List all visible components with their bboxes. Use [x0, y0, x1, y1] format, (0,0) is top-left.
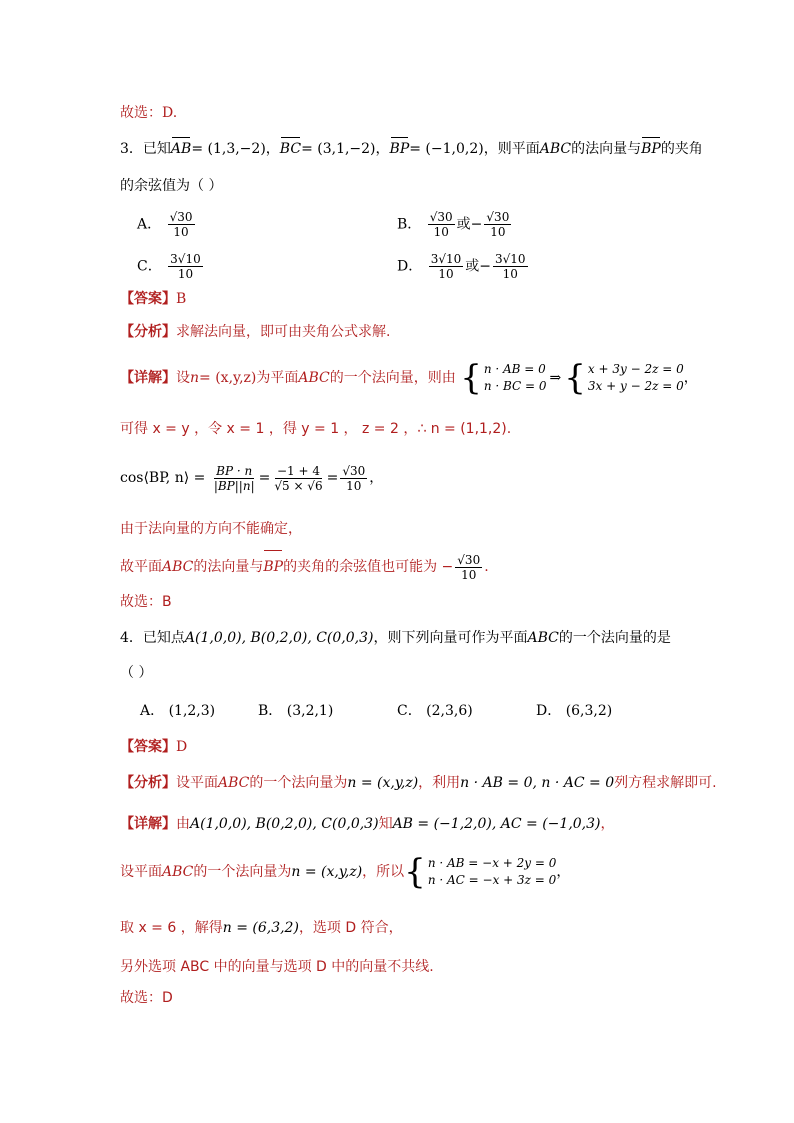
q3-system-2: { x + 3y − 2z = 0 3x + y − 2z = 0 [564, 358, 684, 398]
q4-detail-line4: 另外选项 ABC 中的向量与选项 D 中的向量不共线. [120, 959, 434, 975]
q4-stem-b: ，则下列向量可作为平面 [373, 630, 528, 646]
q4-analysis-d: 列方程求解即可. [614, 775, 717, 791]
q3-cos-f3-num: √30 [342, 463, 366, 478]
q3-detail-line4: 由于法向量的方向不能确定， [120, 521, 302, 537]
q3-option-c-fraction: $\frac{3√10}{10}$ [170, 252, 201, 281]
q4-final: 故选：D [120, 990, 173, 1006]
q4-option-a-value: (1,2,3) [168, 703, 216, 719]
q4-detail-3b: ，选项 D 符合， [298, 920, 403, 936]
q3-cos-f1-num: BP · n [216, 463, 253, 478]
q4-detail-2c: ，所以 [362, 864, 405, 880]
q4-detail-2d: ， [556, 864, 571, 880]
q3-system-2-row1: x + 3y − 2z = 0 [587, 362, 684, 376]
q3-detail-5-den: 10 [461, 567, 477, 582]
q3-sep1: ， [265, 141, 280, 157]
q4-option-c-label: C． [397, 703, 422, 719]
q3-mid: ，则平面 [483, 141, 540, 157]
q3-detail-1c: 为平面 [256, 370, 299, 386]
previous-answer: 故选：D. [120, 105, 178, 121]
q4-option-c[interactable] [397, 701, 473, 721]
q4-detail-points: A(1,0,0), B(0,2,0), C(0,0,3) [190, 816, 379, 832]
q4-system-row2: n · AC = −x + 3z = 0 [427, 873, 557, 887]
q3-option-b[interactable] [397, 210, 513, 239]
q4-answer-value: D [176, 739, 188, 755]
q3-analysis [120, 322, 390, 342]
q4-paren: （ ） [120, 665, 153, 681]
q4-option-b[interactable] [258, 701, 333, 721]
q4-analysis-abc: ABC [218, 775, 250, 791]
q3-detail-1a: 设 [176, 370, 190, 386]
q3-option-d-or: 或− [465, 258, 491, 275]
q4-detail-1c: ， [600, 816, 615, 832]
q4-analysis-eq: n · AB = 0, n · AC = 0 [460, 775, 615, 791]
q4-option-a[interactable] [140, 701, 215, 721]
q3-analysis-text: 求解法向量，即可由夹角公式求解. [176, 324, 391, 340]
q3-cos-fraction2 [272, 464, 324, 493]
q4-analysis [120, 773, 717, 793]
q4-option-b-value: (3,2,1) [286, 703, 334, 719]
q4-detail-2b: 的一个法向量为 [193, 864, 292, 880]
q3-sep2: ， [375, 141, 390, 157]
q4-system-row1: n · AB = −x + 2y = 0 [427, 856, 557, 870]
q3-number: 3． [120, 141, 143, 157]
q3-detail-5c: 的法向量与 [193, 559, 264, 575]
q4-answer [120, 737, 187, 757]
q4-detail-2-n: n = (x,y,z) [291, 864, 363, 880]
q4-analysis-n: n = (x,y,z) [347, 775, 419, 791]
q3-vector-ab-value: = (1,3,−2) [191, 141, 266, 157]
q3-plane-abc: ABC [539, 141, 572, 157]
q3-intro: 已知 [142, 141, 171, 157]
q3-detail-5-abc: ABC [162, 559, 194, 575]
q4-stem-a: 已知点 [142, 630, 185, 646]
q3-final: 故选：B [120, 594, 172, 610]
q4-detail-1a: 由 [176, 816, 190, 832]
q3-option-d-fraction1: $\frac{3√10}{10}$ [430, 252, 462, 281]
q3-cos-eq2: = [326, 470, 339, 486]
q3-system-1-row1: n · AB = 0 [483, 362, 546, 376]
q3-detail-5a: 故平面 [120, 559, 162, 575]
q4-detail-2-abc: ABC [162, 864, 194, 880]
q4-answer-tag: 【答案】 [120, 739, 176, 755]
q3-option-b-or: 或− [456, 216, 483, 233]
q3-detail-line1 [120, 358, 698, 398]
q3-detail-1f: ， [683, 370, 698, 386]
q3-system-1-row2: n · BC = 0 [483, 379, 547, 393]
q3-detail-5-fraction [455, 553, 482, 582]
q3-cos-tail: ， [369, 470, 384, 486]
q4-option-b-label: B． [258, 703, 283, 719]
q3-detail-1e: 的一个法向量，则由 [329, 370, 456, 386]
q3-stem-line1 [120, 139, 703, 159]
q4-analysis-c: ，利用 [418, 775, 461, 791]
q3-option-c-label: C． [137, 258, 162, 275]
q3-option-c[interactable] [137, 252, 205, 281]
q4-option-c-value: (2,3,6) [426, 703, 473, 719]
q3-option-a[interactable] [137, 210, 197, 239]
q4-analysis-b: 的一个法向量为 [249, 775, 348, 791]
q4-detail-3a: 取 x = 6 ，解得 [120, 920, 223, 936]
q3-option-d[interactable] [397, 252, 530, 281]
q3-cos-lhs: cos⟨BP, n⟩ = [120, 470, 206, 486]
q4-abc: ABC [527, 630, 559, 646]
q3-cos-f2-num: −1 + 4 [276, 463, 320, 478]
q3-cos-fraction3 [340, 464, 367, 493]
q4-detail-1b: 知 [378, 816, 393, 832]
q3-vector-ab: AB [170, 141, 192, 157]
q3-detail-5f: . [484, 559, 489, 575]
q3-option-d-fraction2: $\frac{3√10}{10}$ [494, 252, 526, 281]
q4-stem-c: 的一个法向量的是 [558, 630, 671, 646]
q3-cos-fraction1 [212, 464, 257, 493]
q3-vector-bp: BP [389, 141, 410, 157]
q4-system: { n · AB = −x + 2y = 0 n · AC = −x + 3z = 0 [404, 852, 557, 892]
q3-detail-tag: 【详解】 [120, 370, 176, 386]
q3-mid2: 的法向量与 [571, 141, 642, 157]
q3-detail-line5 [120, 552, 489, 582]
q3-vector-bc: BC [279, 141, 302, 157]
q4-option-d-label: D． [536, 703, 562, 719]
q3-detail-5e: 的夹角的余弦值也可能为 − [283, 559, 454, 575]
q4-option-d[interactable] [536, 701, 612, 721]
q3-normal-n: n [190, 370, 200, 386]
q4-number: 4． [120, 630, 143, 646]
q3-analysis-tag: 【分析】 [120, 324, 176, 340]
q4-detail-line3 [120, 918, 403, 938]
q3-cos-f1-den: |BP||n| [213, 478, 255, 493]
q3-vector-bc-value: = (3,1,−2) [301, 141, 376, 157]
q3-option-b-label: B． [397, 216, 422, 233]
q4-points: A(1,0,0), B(0,2,0), C(0,0,3) [184, 630, 374, 646]
q4-analysis-tag: 【分析】 [120, 775, 176, 791]
q4-analysis-a: 设平面 [176, 775, 218, 791]
q3-detail-5-num: √30 [457, 552, 481, 567]
q4-detail-tag: 【详解】 [120, 816, 176, 832]
q3-option-b-fraction2: $\frac{√30}{10}$ [486, 210, 510, 239]
q4-detail-line2 [120, 852, 570, 892]
q3-option-d-label: D． [397, 258, 423, 275]
q3-answer-tag: 【答案】 [120, 291, 176, 307]
q3-detail-line2: 可得 x = y ，令 x = 1 ，得 y = 1 ， z = 2 ，∴ n = (1,1,2). [120, 421, 512, 437]
q3-detail-5-bp: BP [263, 552, 283, 582]
q4-detail-2a: 设平面 [120, 864, 162, 880]
q3-system-2-row2: 3x + y − 2z = 0 [587, 379, 684, 393]
q3-option-a-label: A． [137, 216, 162, 233]
q3-implies: ⇒ [549, 370, 562, 386]
q3-detail-abc: ABC [298, 370, 330, 386]
q3-tail: 的夹角 [660, 141, 703, 157]
q3-answer [120, 289, 186, 309]
q3-normal-n-value: = (x,y,z) [199, 370, 257, 386]
q4-stem-line1 [120, 628, 671, 648]
q3-cos-f2-den: √5 × √6 [274, 478, 323, 493]
q3-cos-formula [120, 458, 383, 498]
q4-detail-vectors: AB = (−1,2,0), AC = (−1,0,3) [392, 816, 601, 832]
q4-detail-line1 [120, 814, 615, 834]
q3-vector-bp-value: = (−1,0,2) [409, 141, 484, 157]
q3-option-a-fraction: $\frac{√30}{10}$ [169, 210, 193, 239]
q4-detail-3-n: n = (6,3,2) [222, 920, 299, 936]
q3-stem-line2: 的余弦值为（ ） [120, 178, 223, 194]
q4-option-a-label: A． [140, 703, 165, 719]
q3-option-b-fraction1: $\frac{√30}{10}$ [429, 210, 453, 239]
q3-cos-eq: = [258, 470, 271, 486]
q3-system-1: { n · AB = 0 n · BC = 0 [460, 358, 547, 398]
q4-option-d-value: (6,3,2) [565, 703, 613, 719]
q3-vector-bp2: BP [641, 141, 661, 157]
q3-answer-value: B [176, 291, 187, 307]
q3-cos-f3-den: 10 [346, 478, 362, 493]
